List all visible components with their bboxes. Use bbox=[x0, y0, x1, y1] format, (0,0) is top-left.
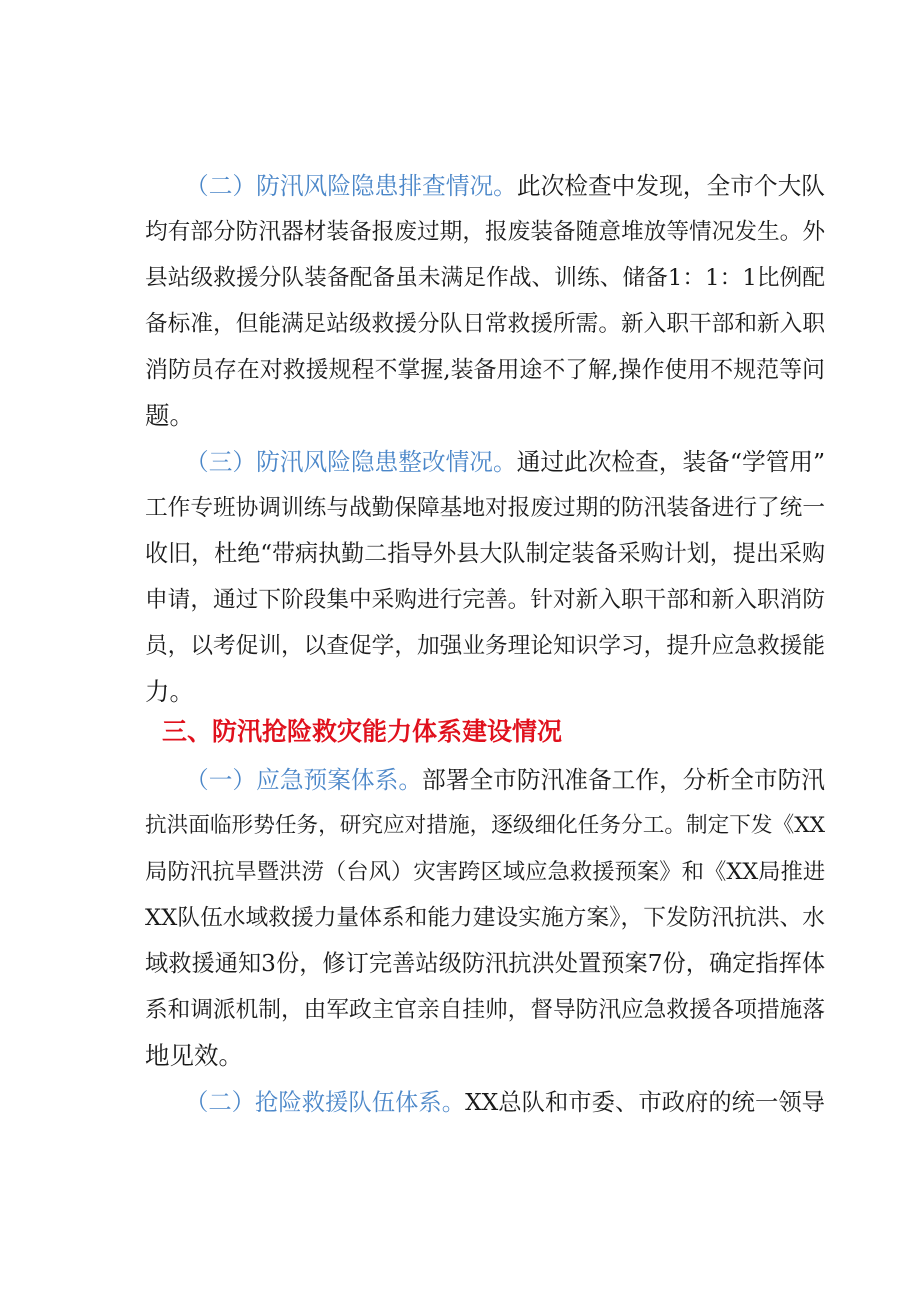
paragraph-2-line-3: 收旧，杜绝“带病执勤二指导外县大队制定装备采购计划，提出采购 bbox=[145, 541, 825, 567]
paragraph-1-line-1 bbox=[185, 164, 825, 208]
paragraph-4-line-1 bbox=[185, 1080, 825, 1124]
paragraph-2-line-2: 工作专班协调训练与战勤保障基地对报废过期的防汛装备进行了统一 bbox=[145, 495, 825, 521]
paragraph-1-line-6: 题。 bbox=[145, 401, 194, 430]
paragraph-2-line-6: 力。 bbox=[145, 677, 194, 706]
paragraph-3-line-3: 局防汛抗旱暨洪涝（台风）灾害跨区域应急救援预案》和《XX局推进 bbox=[145, 859, 826, 885]
paragraph-1-line-4: 备标准，但能满足站级救援分队日常救援所需。新入职干部和新入职 bbox=[145, 311, 825, 337]
paragraph-3-line-6: 系和调派机制，由军政主官亲自挂帅，督导防汛应急救援各项措施落 bbox=[145, 997, 825, 1023]
paragraph-3-line-5: 域救援通知3份，修订完善站级防汛抗洪处置预案7份，确定指挥体 bbox=[145, 950, 826, 977]
paragraph-3-line-4: XX队伍水域救援力量体系和能力建设实施方案》，下发防汛抗洪、水 bbox=[145, 905, 825, 931]
sub-heading-emergency-plan: （一）应急预案体系。 bbox=[185, 766, 423, 794]
paragraph-text: XX总队和市委、市政府的统一领导 bbox=[465, 1088, 826, 1116]
paragraph-1-line-2: 均有部分防汛器材装备报废过期，报废装备随意堆放等情况发生。外 bbox=[145, 219, 825, 245]
paragraph-1-line-5: 消防员存在对救援规程不掌握,装备用途不了解,操作使用不规范等问 bbox=[145, 357, 825, 383]
paragraph-text: 此次检查中发现，全市个大队 bbox=[516, 172, 825, 200]
paragraph-text: 部署全市防汛准备工作，分析全市防汛 bbox=[422, 766, 825, 794]
paragraph-2-line-4: 申请，通过下阶段集中采购进行完善。针对新入职干部和新入职消防 bbox=[145, 587, 825, 613]
sub-heading-rescue-team: （二）抢险救援队伍体系。 bbox=[185, 1088, 466, 1116]
paragraph-3-line-2: 抗洪面临形势任务，研究应对措施，逐级细化任务分工。制定下发《XX bbox=[145, 813, 825, 838]
paragraph-3-line-7: 地见效。 bbox=[145, 1041, 243, 1070]
section-3-heading: 三、防汛抢险救灾能力体系建设情况 bbox=[162, 717, 563, 746]
paragraph-1-line-3: 县站级救援分队装备配备虽未满足作战、训练、储备1：1：1比例配 bbox=[145, 265, 825, 291]
sub-heading-risk-inspection: （二）防汛风险隐患排查情况。 bbox=[185, 172, 517, 200]
paragraph-text: 通过此次检查，装备“学管用” bbox=[516, 448, 826, 476]
sub-heading-risk-rectification: （三）防汛风险隐患整改情况。 bbox=[185, 448, 517, 476]
paragraph-2-line-1 bbox=[185, 440, 825, 484]
paragraph-2-line-5: 员，以考促训，以查促学，加强业务理论知识学习，提升应急救援能 bbox=[145, 633, 825, 659]
paragraph-3-line-1 bbox=[185, 758, 825, 802]
